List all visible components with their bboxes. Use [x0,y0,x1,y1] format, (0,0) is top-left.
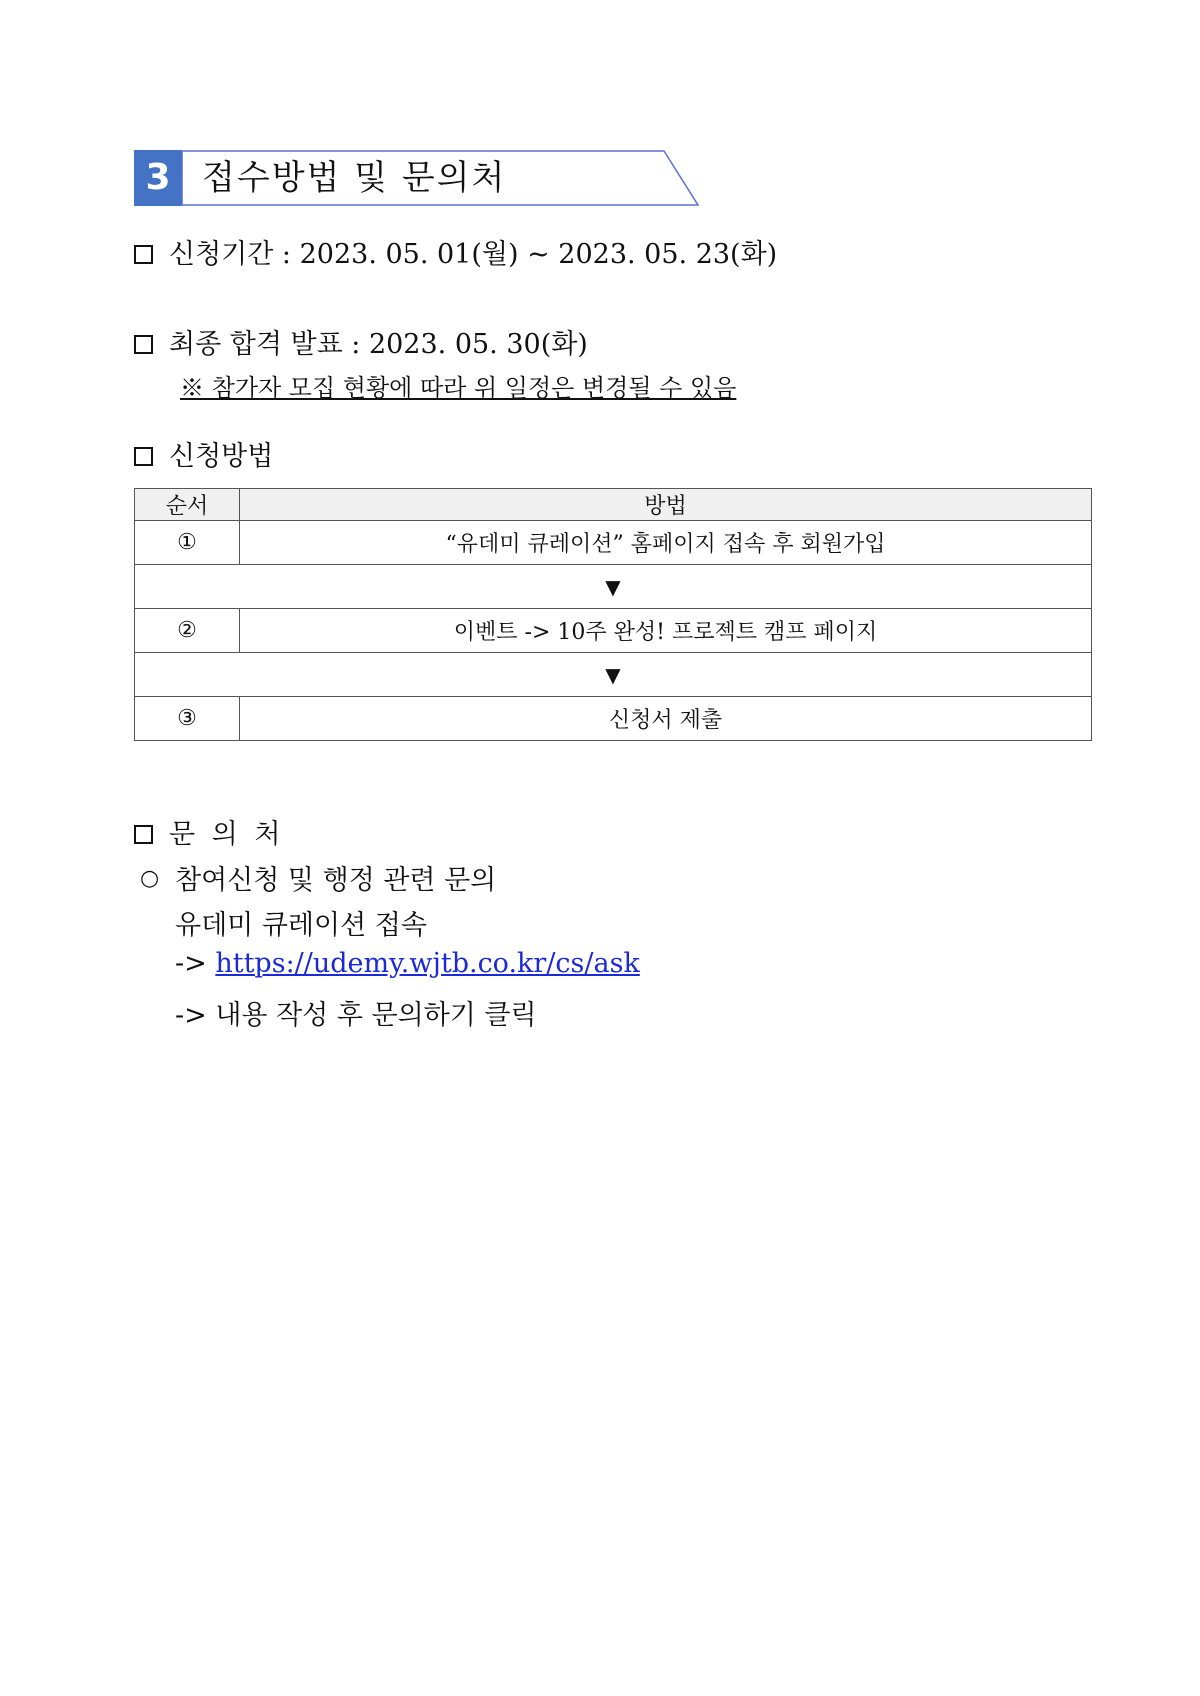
contact-item: 참여신청 및 행정 관련 문의 [175,865,497,896]
contact-line-1: 유데미 큐레이션 접속 [175,910,427,941]
header-order: 순서 [135,489,240,521]
application-period [134,232,777,271]
method-table [134,488,1092,741]
arrow-row [135,653,1092,697]
section-header [134,150,699,206]
down-arrow-icon: ▼ [135,653,1092,697]
checkbox-square-icon [134,825,153,844]
section-title: 접수방법 및 문의처 [202,158,507,198]
step-order: ③ [135,697,240,741]
table-header-row [135,489,1092,521]
table-row [135,697,1092,741]
checkbox-square-icon [134,447,153,466]
schedule-notice: ※ 참가자 모집 현황에 따라 위 일정은 변경될 수 있음 [180,374,737,402]
section-number: 3 [145,157,171,198]
arrow-prefix: -> [175,1000,207,1031]
checkbox-square-icon [134,335,153,354]
final-announcement [134,322,588,361]
period-label: 신청기간 : [169,239,292,270]
step-text: 이벤트 -> 10주 완성! 프로젝트 캠프 페이지 [240,609,1092,653]
bullet-circle-icon: ○ [140,866,160,891]
contact-line-3 [175,993,537,1032]
step-order: ① [135,521,240,565]
period-value: 2023. 05. 01(월) ~ 2023. 05. 23(화) [299,239,778,270]
announcement-label: 최종 합격 발표 : [169,329,361,360]
header-method: 방법 [240,489,1092,521]
table-row [135,609,1092,653]
contact-line-3-text: 내용 작성 후 문의하기 클릭 [215,1000,537,1031]
checkbox-square-icon [134,245,153,264]
contact-heading [134,812,284,851]
down-arrow-icon: ▼ [135,565,1092,609]
contact-heading-text: 문 의 처 [169,819,285,850]
method-heading-text: 신청방법 [169,441,274,472]
arrow-row [135,565,1092,609]
step-text: 신청서 제출 [240,697,1092,741]
method-heading [134,434,273,473]
step-text: “유데미 큐레이션” 홈페이지 접속 후 회원가입 [240,521,1092,565]
step-order: ② [135,609,240,653]
table-row [135,521,1092,565]
announcement-value: 2023. 05. 30(화) [368,329,588,360]
contact-url-link[interactable]: https://udemy.wjtb.co.kr/cs/ask [215,948,640,979]
arrow-prefix: -> [175,948,207,979]
contact-url-line [175,948,640,979]
